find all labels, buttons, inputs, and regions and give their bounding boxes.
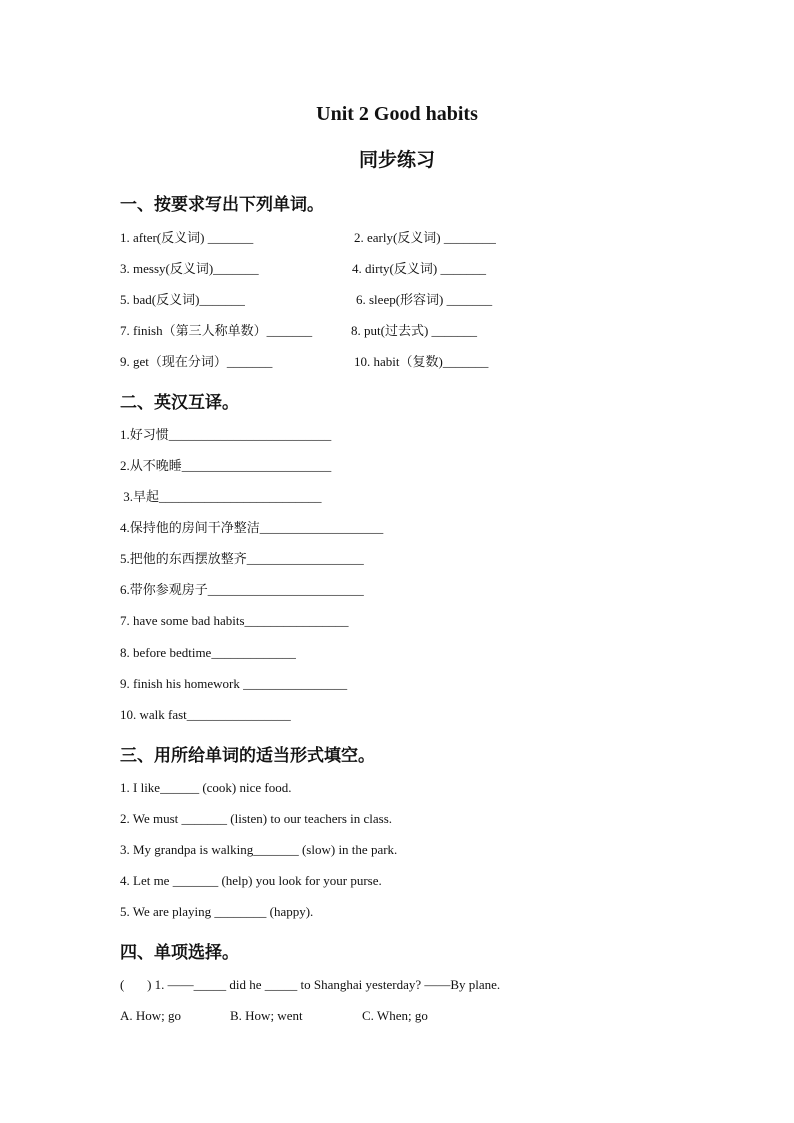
section-2-heading: 二、英汉互译。 [120, 393, 239, 413]
s1-item-8: 8. put(过去式) _______ [351, 323, 478, 338]
s2-item-4: 4.保持他的房间干净整洁___________________ [120, 520, 384, 535]
s2-item-2: 2.从不晚睡_______________________ [120, 458, 332, 473]
s2-item-8: 8. before bedtime_____________ [120, 645, 296, 660]
s1-item-6: 6. sleep(形容词) _______ [356, 292, 493, 307]
s3-item-3: 3. My grandpa is walking_______ (slow) in the park. [120, 842, 398, 857]
s2-item-9: 9. finish his homework ________________ [120, 676, 348, 691]
s4-q1-option-c: C. When; go [362, 1008, 428, 1023]
section-4-heading: 四、单项选择。 [120, 943, 239, 963]
s1-item-4: 4. dirty(反义词) _______ [352, 261, 486, 276]
page-title: Unit 2 Good habits [316, 103, 478, 125]
s4-q1-option-a: A. How; go [120, 1008, 182, 1023]
s3-item-2: 2. We must _______ (listen) to our teachers in class. [120, 811, 393, 826]
s1-item-7: 7. finish（第三人称单数）_______ [120, 323, 313, 338]
s1-item-9: 9. get（现在分词）_______ [120, 354, 273, 369]
s4-q1-option-b: B. How; went [230, 1008, 303, 1023]
s2-item-3: 3.早起_________________________ [120, 489, 322, 504]
s2-item-7: 7. have some bad habits________________ [120, 613, 349, 628]
section-3-heading: 三、用所给单词的适当形式填空。 [120, 746, 375, 766]
s1-item-3: 3. messy(反义词)_______ [120, 261, 259, 276]
s4-question-1: ( ) 1. ——_____ did he _____ to Shanghai yesterday? ——By plane. [120, 977, 501, 992]
s2-item-10: 10. walk fast________________ [120, 707, 291, 722]
s3-item-1: 1. I like______ (cook) nice food. [120, 780, 292, 795]
s1-item-5: 5. bad(反义词)_______ [120, 292, 245, 307]
s2-item-5: 5.把他的东西摆放整齐__________________ [120, 551, 364, 566]
section-1-heading: 一、按要求写出下列单词。 [120, 195, 324, 215]
s2-item-1: 1.好习惯_________________________ [120, 427, 332, 442]
s3-item-4: 4. Let me _______ (help) you look for your purse. [120, 873, 382, 888]
s3-item-5: 5. We are playing ________ (happy). [120, 904, 314, 919]
s1-item-1: 1. after(反义词) _______ [120, 230, 254, 245]
page-subtitle: 同步练习 [358, 149, 435, 171]
s1-item-10: 10. habit（复数)_______ [354, 354, 489, 369]
s2-item-6: 6.带你参观房子________________________ [120, 582, 364, 597]
s1-item-2: 2. early(反义词) ________ [354, 230, 496, 245]
